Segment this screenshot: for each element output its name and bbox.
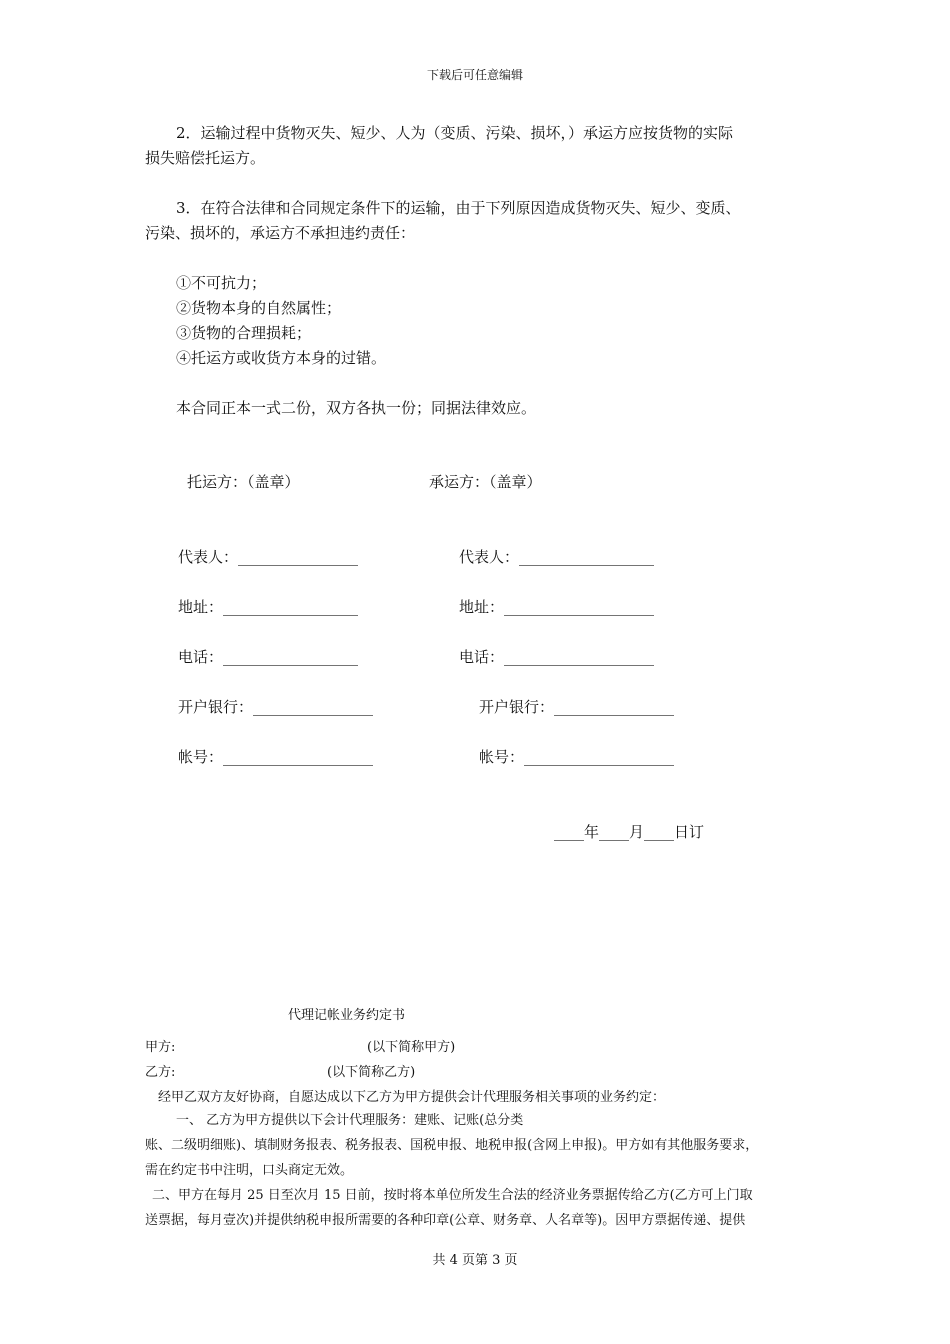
shipper-account-field: 帐号：____________________ xyxy=(178,748,374,766)
reason-item: ③货物的合理损耗； xyxy=(176,324,312,342)
shipper-phone-field: 电话：__________________ xyxy=(178,648,359,666)
party-b-note: (以下简称乙方) xyxy=(327,1065,416,1080)
agreement-intro: 经甲乙双方友好协商，自愿达成以下乙方为甲方提供会计代理服务相关事项的业务约定： xyxy=(158,1090,666,1105)
shipper-representative-field: 代表人：________________ xyxy=(178,548,359,566)
party-a-note: (以下简称甲方) xyxy=(367,1040,456,1055)
page-header: 下载后可任意编辑 xyxy=(426,68,523,82)
carrier-account-field: 帐号：____________________ xyxy=(479,748,675,766)
reason-item: ④托运方或收货方本身的过错。 xyxy=(176,349,387,367)
carrier-address-field: 地址：____________________ xyxy=(459,598,655,616)
signing-date: ____年____月____日订 xyxy=(554,823,705,841)
shipper-address-field: 地址：__________________ xyxy=(178,598,359,616)
clause-2-line1: 2．运输过程中货物灭失、短少、人为（变质、污染、损坏，）承运方应按货物的实际 xyxy=(176,124,734,142)
carrier-seal-label: 承运方：（盖章） xyxy=(429,473,542,491)
shipper-seal-label: 托运方：（盖章） xyxy=(187,473,300,491)
clause-1-line1: 一、 乙方为甲方提供以下会计代理服务：建账、记账(总分类 xyxy=(176,1113,524,1128)
reason-item: ②货物本身的自然属性； xyxy=(176,299,342,317)
page-footer: 共 4 页第 3 页 xyxy=(432,1253,518,1268)
party-b-label: 乙方: xyxy=(145,1065,176,1080)
clause-2-line2: 损失赔偿托运方。 xyxy=(145,149,266,167)
clause-1-line3: 需在约定书中注明，口头商定无效。 xyxy=(145,1163,354,1178)
clause-3-line2: 污染、损坏的，承运方不承担违约责任： xyxy=(145,224,416,242)
shipper-bank-field: 开户银行：________________ xyxy=(178,698,374,716)
clause-2b-line1: 二、甲方在每月 25 日至次月 15 日前，按时将本单位所发生合法的经济业务票据传给乙方(乙方可上门取 xyxy=(152,1188,753,1203)
agreement-title: 代理记帐业务约定书 xyxy=(288,1008,406,1023)
clause-2b-line2: 送票据，每月壹次)并提供纳税申报所需要的各种印章(公章、财务章、人名章等)。因甲方票据传递、提供 xyxy=(145,1213,746,1228)
carrier-phone-field: 电话：____________________ xyxy=(459,648,655,666)
reason-item: ①不可抗力； xyxy=(176,274,267,292)
copies-statement: 本合同正本一式二份，双方各执一份；同据法律效应。 xyxy=(176,399,537,417)
clause-1-line2: 账、二级明细账)、填制财务报表、税务报表、国税申报、地税申报(含网上申报)。甲方如有其他服务要求， xyxy=(145,1138,759,1153)
clause-3-line1: 3．在符合法律和合同规定条件下的运输，由于下列原因造成货物灭失、短少、变质、 xyxy=(176,199,741,217)
party-a-label: 甲方: xyxy=(145,1040,176,1055)
carrier-representative-field: 代表人：__________________ xyxy=(459,548,655,566)
carrier-bank-field: 开户银行：________________ xyxy=(479,698,675,716)
